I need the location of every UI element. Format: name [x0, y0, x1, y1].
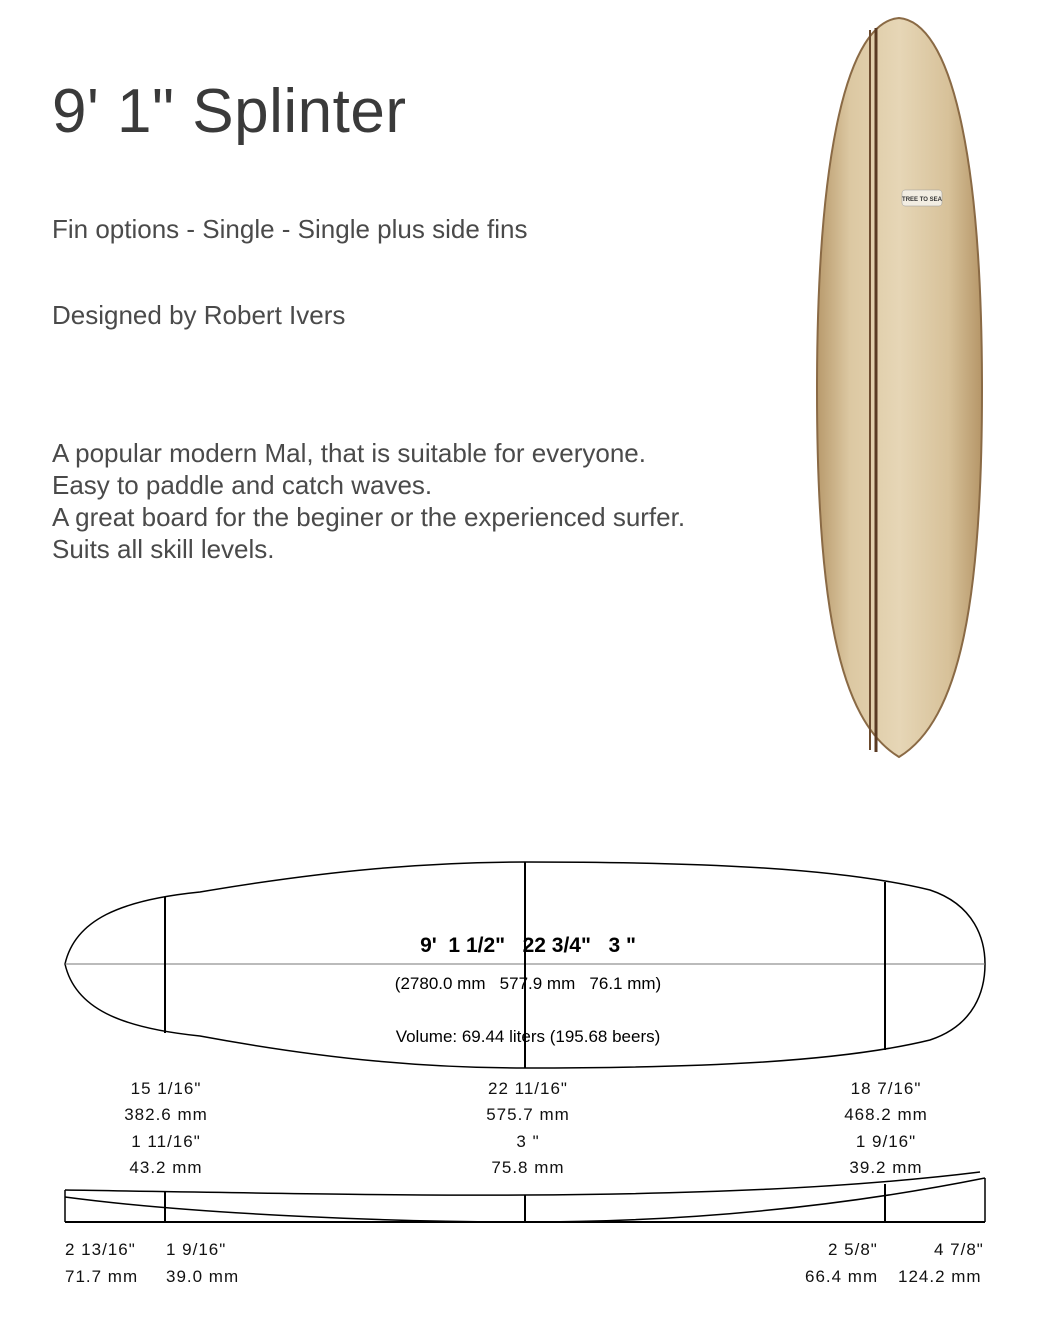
rocker-mm: 66.4 mm	[805, 1267, 879, 1286]
station-thick-in: 1 9/16"	[855, 1132, 917, 1151]
fin-options: Fin options - Single - Single plus side fins	[52, 214, 528, 244]
station-width-in: 22 11/16"	[488, 1079, 568, 1098]
rocker-mm: 39.0 mm	[166, 1267, 240, 1286]
dims-metric: (2780.0 mm 577.9 mm 76.1 mm)	[394, 974, 662, 993]
description-line: Suits all skill levels.	[52, 534, 275, 564]
station-width-in: 15 1/16"	[130, 1079, 202, 1098]
station-thick-in: 3 "	[516, 1132, 540, 1151]
rocker-mm: 71.7 mm	[65, 1267, 139, 1286]
rocker-profile-diagram	[65, 1172, 985, 1222]
station-width-mm: 575.7 mm	[486, 1105, 570, 1124]
station-thick-mm: 75.8 mm	[491, 1158, 565, 1177]
description-line: A great board for the beginer or the experienced surfer.	[52, 502, 686, 532]
description-line: A popular modern Mal, that is suitable for everyone.	[52, 438, 646, 468]
station-width-in: 18 7/16"	[850, 1079, 922, 1098]
rocker-in: 2 5/8"	[828, 1240, 878, 1259]
dims-imperial: 9' 1 1/2" 22 3/4" 3 "	[420, 934, 636, 957]
rocker-in: 2 13/16"	[65, 1240, 136, 1259]
rocker-in: 4 7/8"	[934, 1240, 984, 1259]
surfboard-photo	[817, 18, 982, 757]
volume: Volume: 69.44 liters (195.68 beers)	[395, 1027, 661, 1046]
designer: Designed by Robert Ivers	[52, 300, 346, 330]
svg-text:TREE TO SEA: TREE TO SEA	[902, 197, 942, 203]
rocker-mm: 124.2 mm	[898, 1267, 982, 1286]
station-width-mm: 382.6 mm	[124, 1105, 208, 1124]
station-thick-mm: 39.2 mm	[849, 1158, 923, 1177]
station-thick-mm: 43.2 mm	[129, 1158, 203, 1177]
rocker-in: 1 9/16"	[166, 1240, 227, 1259]
station-width-mm: 468.2 mm	[844, 1105, 928, 1124]
description-line: Easy to paddle and catch waves.	[52, 470, 433, 500]
page-title: 9' 1" Splinter	[52, 77, 407, 146]
station-thick-in: 1 11/16"	[131, 1132, 201, 1151]
